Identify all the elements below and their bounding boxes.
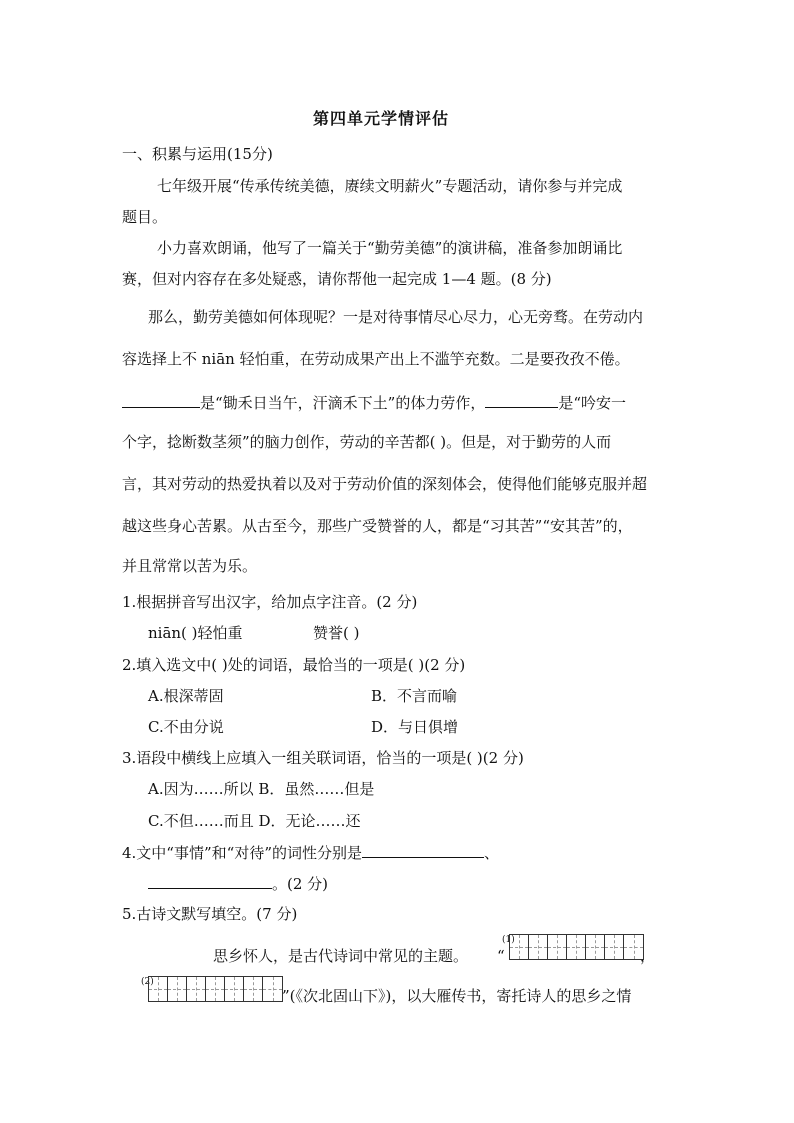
grid-cell[interactable] — [529, 935, 548, 959]
passage-line-5: 言，其对劳动的热爱执着以及对于劳动价值的深刻体会，使得他们能够克服并超 — [122, 475, 648, 493]
intro-paragraph-1-line-1: 七年级开展“传承传统美德，赓续文明薪火”专题活动，请你参与并完成 — [157, 177, 623, 195]
intro-paragraph-2-line-2: 赛，但对内容存在多处疑惑，请你帮他一起完成 1—4 题。(8 分) — [122, 270, 552, 288]
grid-mark-2: (2) — [141, 977, 154, 987]
question-5-open-quote: “ — [497, 947, 505, 965]
grid-cell[interactable] — [586, 935, 605, 959]
grid-cell[interactable] — [510, 935, 529, 959]
question-5-line-1 — [213, 946, 468, 966]
question-1-item-b: 赞誉( ) — [313, 624, 360, 642]
grid-cell[interactable] — [567, 935, 586, 959]
passage-line-4: 个字，捻断数茎须”的脑力创作，劳动的辛苦都( )。但是，对于勤劳的人而 — [122, 433, 612, 451]
question-4-separator: 、 — [484, 844, 500, 862]
grid-cell[interactable] — [548, 935, 567, 959]
question-5-text-b: ”(《次北固山下》)，以大雁传书，寄托诗人的思乡之情 — [282, 987, 632, 1005]
grid-mark-1: (1) — [502, 935, 515, 945]
answer-blank[interactable] — [362, 842, 484, 858]
grid-cell[interactable] — [187, 977, 206, 1001]
passage-line-3-part-a: 是“锄禾日当午，汗滴禾下土”的体力劳作， — [200, 394, 486, 412]
question-2-option-a[interactable]: A.根深蒂固 — [148, 687, 224, 705]
question-2-stem: 2.填入选文中( )处的词语，最恰当的一项是( )(2 分) — [122, 656, 466, 674]
question-3-options-cd[interactable]: C.不但……而且 D．无论……还 — [148, 812, 361, 830]
question-1-stem: 1.根据拼音写出汉字，给加点字注音。(2 分) — [122, 593, 418, 611]
question-3-stem: 3.语段中横线上应填入一组关联词语，恰当的一项是( )(2 分) — [122, 749, 524, 767]
grid-cell[interactable] — [206, 977, 225, 1001]
passage-line-2: 容选择上不 niān 轻怕重，在劳动成果产出上不滥竽充数。二是要孜孜不倦。 — [122, 350, 630, 368]
grid-cell[interactable] — [263, 977, 282, 1001]
question-5-comma: ， — [640, 947, 656, 965]
grid-cell[interactable] — [605, 935, 624, 959]
question-1-item-a: niān( )轻怕重 — [148, 624, 243, 642]
grid-cell[interactable] — [225, 977, 244, 1001]
passage-line-1: 那么，勤劳美德如何体现呢？一是对待事情尽心尽力，心无旁骛。在劳动内 — [148, 308, 644, 326]
grid-cell[interactable] — [244, 977, 263, 1001]
question-4-stem — [122, 842, 499, 863]
grid-cell[interactable] — [168, 977, 187, 1001]
question-3-options-ab[interactable]: A.因为……所以 B．虽然……但是 — [148, 780, 375, 798]
question-4-line-2 — [148, 873, 328, 894]
grid-cell[interactable] — [149, 977, 168, 1001]
passage-line-3 — [122, 392, 626, 413]
answer-grid-2[interactable] — [148, 976, 283, 1002]
question-4-text: 4.文中“事情”和“对待”的词性分别是 — [122, 844, 362, 862]
answer-blank[interactable] — [485, 392, 558, 408]
section-heading: 一、积累与运用(15分) — [122, 145, 273, 163]
question-5-text-a: 思乡怀人，是古代诗词中常见的主题。 — [213, 947, 469, 965]
question-2-option-c[interactable]: C.不由分说 — [148, 718, 224, 736]
page-title: 第四单元学情评估 — [313, 109, 450, 128]
question-2-option-b[interactable]: B．不言而喻 — [371, 687, 458, 705]
answer-grid-1[interactable] — [509, 934, 644, 960]
intro-paragraph-2-line-1: 小力喜欢朗诵，他写了一篇关于“勤劳美德”的演讲稿，准备参加朗诵比 — [157, 239, 623, 257]
answer-blank[interactable] — [122, 392, 200, 408]
question-2-option-d[interactable]: D．与日俱增 — [371, 718, 459, 736]
question-5-stem: 5.古诗文默写填空。(7 分) — [122, 905, 298, 923]
passage-line-7: 并且常常以苦为乐。 — [122, 557, 258, 575]
answer-blank[interactable] — [148, 873, 272, 889]
intro-paragraph-1-line-2: 题目。 — [122, 208, 168, 226]
passage-line-3-part-b: 是“吟安一 — [558, 394, 627, 412]
question-4-tail: 。(2 分) — [272, 875, 329, 893]
passage-line-6: 越这些身心苦累。从古至今，那些广受赞誉的人，都是“习其苦”“安其苦”的， — [122, 517, 633, 535]
